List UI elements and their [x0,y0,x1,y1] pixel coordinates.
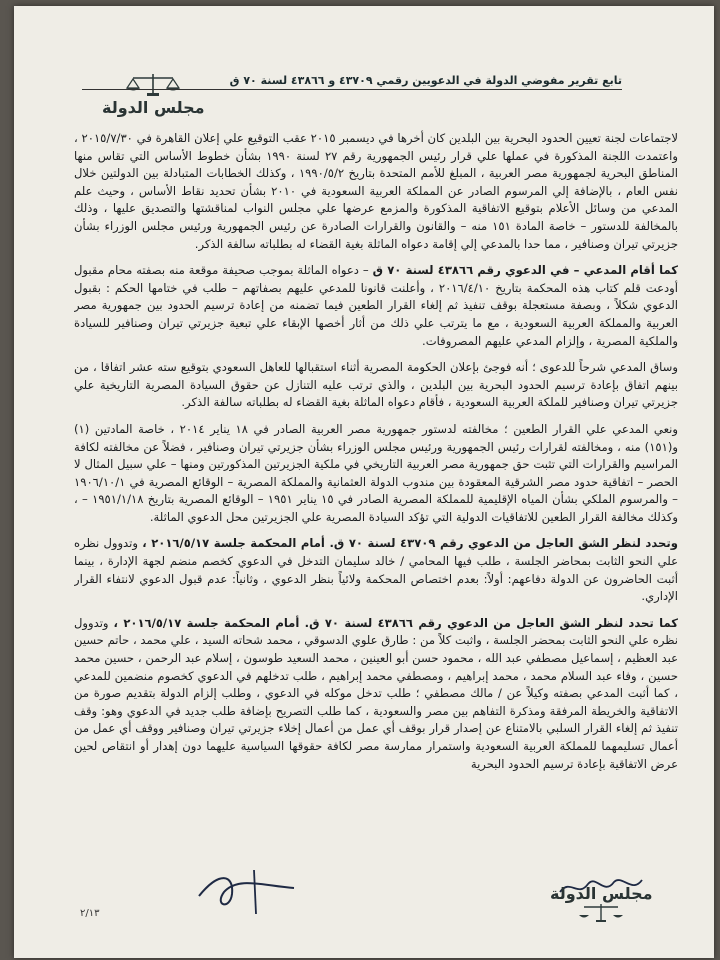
paragraph-3: وساق المدعي شرحاً للدعوى ؛ أنه فوجئ بإعلان الحكومة المصرية أثناء استقبالها للعاهل السعودي بتوقيع سته عشر اتفاقا ، من بينهم اتفاق بإعادة ترسيم الحدود البحرية بين البلدين ، والذي ترتب عليه التنازل عن حقوق السيادة المصرية التاريخية علي جزيرتي تيران وصنافير للملكة العربية السعودية ، فأقام دعواه الماثلة بغية القضاء له بطلباته سالفة الذكر. [74,360,678,410]
page-number: ٢/١٣ [80,908,100,919]
logo-text-bottom: مجلس الدولة [550,884,653,903]
report-body [74,130,678,870]
logo-text: مجلس الدولة [102,98,205,117]
paragraph-5: وتحدد لنظر الشق العاجل من الدعوي رقم ٤٣٧٠٩ لسنة ٧٠ ق. أمام المحكمة جلسة ٢٠١٦/٥/١٧ ، وتدوول نظره علي النحو الثابت بمحاضر الجلسة ، طلب فيها المحامي / خالد سليمان التدخل في الدعوي كخصم منضم لجهة الإدارة ، بينما أثبت الحاضرون عن الدولة دفاعهم: أولاً: بعدم اختصاص المحكمة ولائياً بنظر الدعوي ، وثانياً: عدم قبول الدعوي لانتفاء القرار الإداري. [74,536,678,604]
page-header: تابع تقرير مفوضي الدولة في الدعويين رقمي ٤٣٧٠٩ و ٤٣٨٦٦ لسنة ٧٠ ق [82,74,622,90]
paragraph-1: لاجتماعات لجنة تعيين الحدود البحرية بين البلدين كان أخرها في ديسمبر ٢٠١٥ عقب التوقيع علي إعلان القاهرة في ٢٠١٥/٧/٣٠ ، واعتمدت اللجنة المذكورة في عملها علي قرار رئيس الجمهورية رقم ٢٧ لسنة ١٩٩٠ بشأن خطوط الأساس التي تقاس منها المناطق البحرية لجمهورية مصر العربية ، المبلغ للأمم المتحدة بتاريخ ١٩٩٠/٥/٢ ، وكذلك الخطابات المتبادلة بين الدولتين خلال نفس العام ، بالإضافة إلي المرسوم الصادر عن المملكة العربية السعودية في ٢٠١٠ بشأن تحديد نقاط الأساس ، وحيث علم المدعي من وسائل الأعلام بتوقيع الاتفاقية المذكورة والمزمع عرضها علي مجلس النواب لمناقشتها والتصديق عليها ، وذلك بالمخالفة للدستور – خاصة المادة ١٥١ منه – والقانون والقرارات الصادرة عن رئيس الجمهورية ورئيس مجلس الوزراء بشأن جزيرتي تيران وصنافير ، مما حدا بالمدعي إلي إقامة دعواه الماثلة بغية القضاء له بطلباته سالفة الذكر. [74,131,678,251]
council-logo-bottom [550,884,653,923]
document-page [14,6,714,958]
paragraph-6: كما تحدد لنظر الشق العاجل من الدعوي رقم ٤٣٨٦٦ لسنة ٧٠ ق. أمام المحكمة جلسة ٢٠١٦/٥/١٧ ، وتدوول نظره علي النحو الثابت بمحضر الجلسة ، واثبت كلاً من : طارق علوي الدسوقي ، محمد شحاته السيد ، علي محمد ، حاتم حسين عبد العظيم ، إسماعيل مصطفي عبد الله ، محمود حسن أبو العينين ، محمد السعيد طوسون ، إسلام عبد الرحمن ، حسين محمد حسين ، وفاء عبد السلام محمد ، محمد إبراهيم ، ومصطفي محمد إبراهيم ، طلب تدخلهم في الدعوي كخصوم منضمين للمدعي ، كما أثبت المدعي بصفته وكيلاً عن / مالك مصطفي ؛ طلب تدخل موكله في الدعوي ، وطلب إلزام الدولة بتقديم صورة من الاتفاقية والخريطة المرفقة ومذكرة التفاهم بين مصر والسعودية ، كما طلب التصريح بإضافة طلب جديد في الدعوي وهو: وقف تنفيذ ثم إلغاء القرار السلبي بالامتناع عن إصدار قرار بوقف أي عمل من أعمال إخلاء جزيرتي تيران وصنافير ووقف أي عمل من أعمال تسليمهما للمملكة العربية السعودية واستمرار ممارسة مصر لكافة حقوقها السياسية عليهما دون إهدار أو انتقاص لحين عرض الاتفاقية بإعادة ترسيم الحدود البحرية [74,615,678,771]
paragraph-4: ونعي المدعي علي القرار الطعين ؛ مخالفته لدستور جمهورية مصر العربية الصادر في ١٨ يناير ٢٠١٤ ، خاصة المادتين (١) و(١٥١) منه ، ومخالفته لقرارات رئيس الجمهورية ورئيس مجلس الوزراء بشأن جزيرتي تيران وصنافير ، فضلاً عن مخالفته لكافة المراسيم والقرارات التي تثبت حق جمهورية مصر العربية التاريخي في ملكية الجزيرتين المذكورتين ومنها – علي سبيل المثال لا الحصر – اتفاقية حدود مصر الشرقية المعقودة بين مندوب الدولة العثمانية والمملكة المصرية – الوقائع المصرية في ١٩٠٦/١٠/١ – والمرسوم الملكي بشأن المياه الإقليمية للمملكة المصرية الصادر في ١٥ يناير ١٩٥١ – الوقائع المصرية بتاريخ ١٩٥١/١/١٨ – ، وكذلك مخالفة القرار الطعين للاتفاقيات الدولية التي تؤكد السيادة المصرية علي الجزيرتين محل الدعوي الماثلة. [74,421,678,524]
signature-left [194,866,304,918]
paragraph-2: كما أقام المدعي – في الدعوي رقم ٤٣٨٦٦ لسنة ٧٠ ق – دعواه الماثلة بموجب صحيفة موقعة منه بصفته محام مقبول أودعت قلم كتاب هذه المحكمة بتاريخ ٢٠١٦/٤/١٠ ، وأعلنت قانونا للمدعي عليهم بصفاتهم – طلب في ختامها الحكم : بقبول الدعوي شكلاً ، وبصفة مستعجلة بوقف تنفيذ ثم إلغاء القرار الطعين فيما تضمنه من إعادة ترسيم الحدود بين جمهورية مصر العربية والمملكة العربية السعودية ، مع ما يترتب علي ذلك من أثار أخصها الإبقاء علي تبعية جزيرتي تيران وصنافير للسيادة والملكية المصرية ، وإلزام المدعي عليهم المصروفات. [74,263,678,348]
scales-of-justice-icon [576,903,626,923]
